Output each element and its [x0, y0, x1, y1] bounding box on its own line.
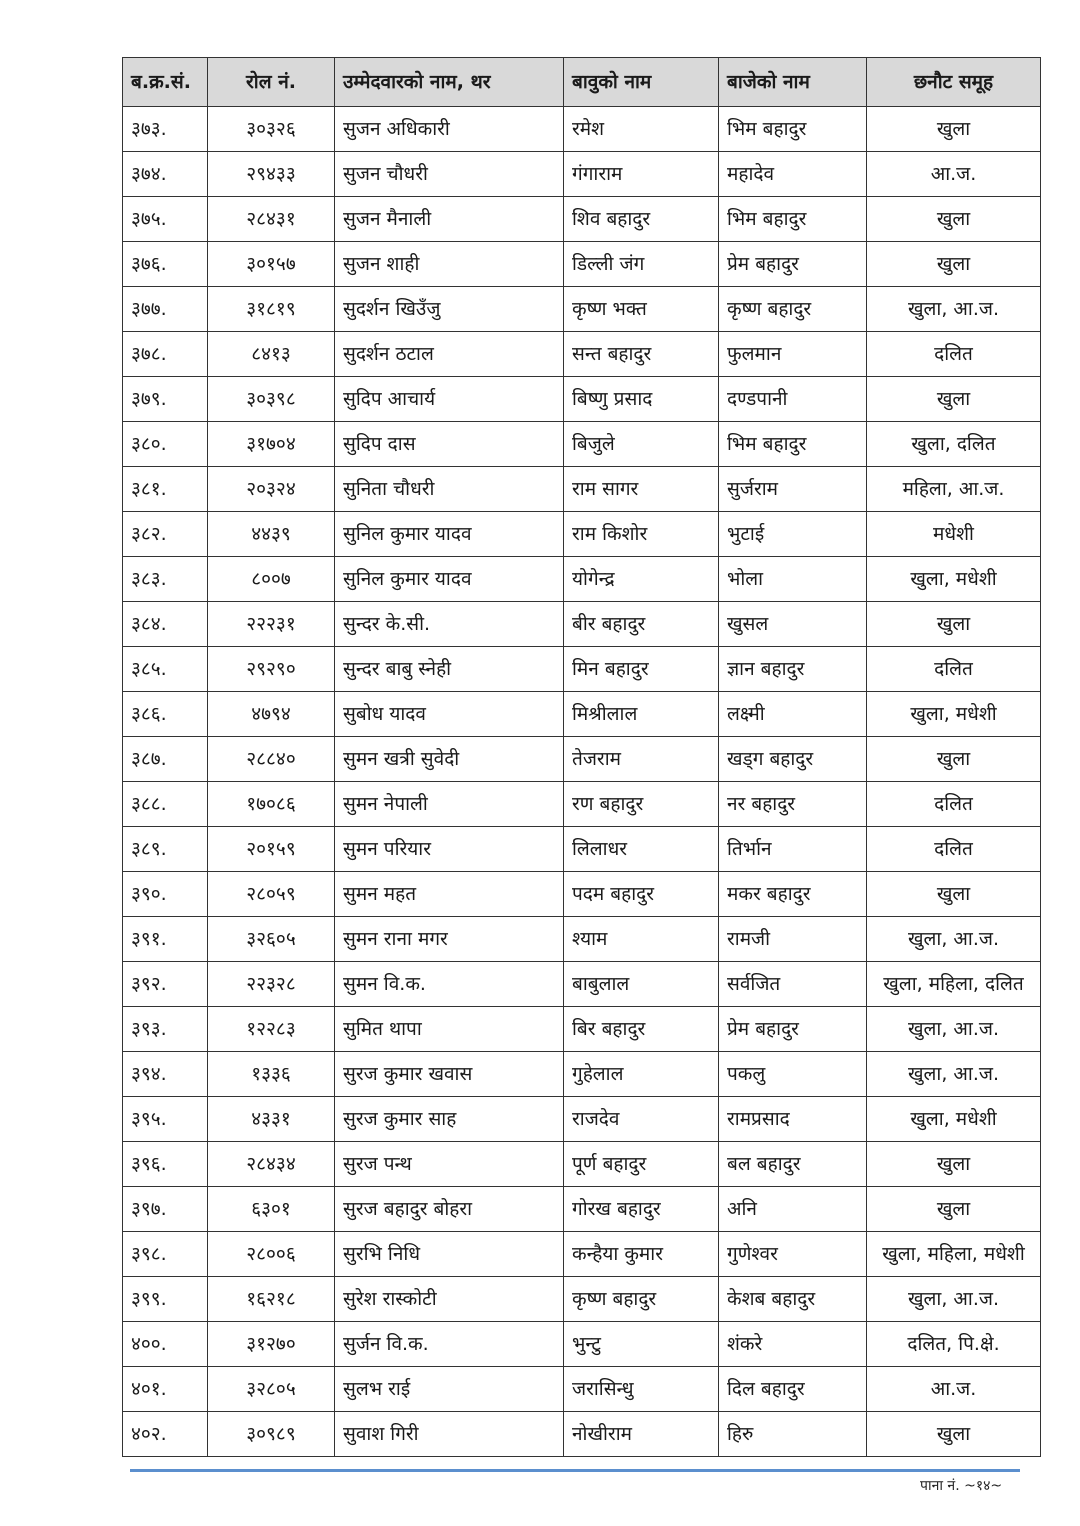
- cell-candidate-name: सुर्जन वि.क.: [335, 1322, 564, 1367]
- table-header: [123, 58, 1041, 107]
- cell-selection-group: खुला: [867, 1142, 1041, 1187]
- cell-candidate-name: सुरेश रास्कोटी: [335, 1277, 564, 1322]
- cell-father-name: गुहेलाल: [564, 1052, 719, 1097]
- cell-serial-number: ३९४.: [123, 1052, 208, 1097]
- cell-grandfather-name: महादेव: [719, 152, 867, 197]
- cell-grandfather-name: तिर्भान: [719, 827, 867, 872]
- cell-father-name: बिजुले: [564, 422, 719, 467]
- table-row: [123, 692, 1041, 737]
- cell-candidate-name: सुनिल कुमार यादव: [335, 557, 564, 602]
- candidate-list-sheet: [122, 57, 1040, 1457]
- cell-grandfather-name: सुर्जराम: [719, 467, 867, 512]
- cell-serial-number: ३९२.: [123, 962, 208, 1007]
- cell-roll-number: ३०९८९: [208, 1412, 335, 1457]
- cell-candidate-name: सुमन वि.क.: [335, 962, 564, 1007]
- table-row: [123, 512, 1041, 557]
- cell-serial-number: ३७७.: [123, 287, 208, 332]
- cell-grandfather-name: अनि: [719, 1187, 867, 1232]
- cell-selection-group: महिला, आ.ज.: [867, 467, 1041, 512]
- cell-serial-number: ३८७.: [123, 737, 208, 782]
- cell-candidate-name: सुजन मैनाली: [335, 197, 564, 242]
- cell-grandfather-name: प्रेम बहादुर: [719, 242, 867, 287]
- cell-selection-group: खुला, मधेशी: [867, 692, 1041, 737]
- header-candidate-name: उम्मेदवारको नाम, थर: [335, 58, 564, 107]
- table-row: [123, 962, 1041, 1007]
- cell-roll-number: ४७९४: [208, 692, 335, 737]
- cell-serial-number: ३९०.: [123, 872, 208, 917]
- cell-grandfather-name: दिल बहादुर: [719, 1367, 867, 1412]
- cell-selection-group: दलित, पि.क्षे.: [867, 1322, 1041, 1367]
- table-row: [123, 242, 1041, 287]
- cell-grandfather-name: मकर बहादुर: [719, 872, 867, 917]
- cell-father-name: बीर बहादुर: [564, 602, 719, 647]
- cell-grandfather-name: भिम बहादुर: [719, 422, 867, 467]
- header-grandfather-name: बाजेको नाम: [719, 58, 867, 107]
- table-row: [123, 827, 1041, 872]
- cell-roll-number: १७०८६: [208, 782, 335, 827]
- cell-roll-number: १३३६: [208, 1052, 335, 1097]
- cell-serial-number: ३८२.: [123, 512, 208, 557]
- table-row: [123, 1097, 1041, 1142]
- table-row: [123, 557, 1041, 602]
- cell-father-name: जरासिन्धु: [564, 1367, 719, 1412]
- cell-candidate-name: सुरभि निधि: [335, 1232, 564, 1277]
- cell-grandfather-name: भिम बहादुर: [719, 107, 867, 152]
- header-father-name: बावुको नाम: [564, 58, 719, 107]
- cell-serial-number: ३७४.: [123, 152, 208, 197]
- cell-candidate-name: सुन्दर बाबु स्नेही: [335, 647, 564, 692]
- cell-roll-number: २९४३३: [208, 152, 335, 197]
- table-row: [123, 1367, 1041, 1412]
- cell-serial-number: ३८१.: [123, 467, 208, 512]
- cell-selection-group: मधेशी: [867, 512, 1041, 557]
- cell-serial-number: ३८९.: [123, 827, 208, 872]
- cell-father-name: तेजराम: [564, 737, 719, 782]
- cell-candidate-name: सुदर्शन ठटाल: [335, 332, 564, 377]
- cell-serial-number: ३७३.: [123, 107, 208, 152]
- candidate-table: [122, 57, 1041, 1457]
- cell-selection-group: दलित: [867, 647, 1041, 692]
- cell-selection-group: खुला: [867, 602, 1041, 647]
- cell-father-name: बिर बहादुर: [564, 1007, 719, 1052]
- cell-father-name: राम किशोर: [564, 512, 719, 557]
- cell-father-name: पदम बहादुर: [564, 872, 719, 917]
- cell-roll-number: २९२९०: [208, 647, 335, 692]
- cell-grandfather-name: लक्ष्मी: [719, 692, 867, 737]
- cell-candidate-name: सुनिल कुमार यादव: [335, 512, 564, 557]
- cell-selection-group: खुला: [867, 377, 1041, 422]
- cell-grandfather-name: खुसल: [719, 602, 867, 647]
- page-number: पाना नं. ~१४~: [920, 1478, 1003, 1494]
- cell-candidate-name: सुदिप दास: [335, 422, 564, 467]
- cell-selection-group: खुला, महिला, दलित: [867, 962, 1041, 1007]
- cell-roll-number: ३०३९८: [208, 377, 335, 422]
- cell-roll-number: २८०५९: [208, 872, 335, 917]
- cell-serial-number: ३९९.: [123, 1277, 208, 1322]
- table-row: [123, 1187, 1041, 1232]
- cell-father-name: पूर्ण बहादुर: [564, 1142, 719, 1187]
- cell-selection-group: खुला, आ.ज.: [867, 287, 1041, 332]
- table-row: [123, 152, 1041, 197]
- cell-roll-number: २०३२४: [208, 467, 335, 512]
- cell-serial-number: ३९६.: [123, 1142, 208, 1187]
- cell-candidate-name: सुमन राना मगर: [335, 917, 564, 962]
- cell-candidate-name: सुजन शाही: [335, 242, 564, 287]
- cell-grandfather-name: शंकरे: [719, 1322, 867, 1367]
- cell-selection-group: खुला, आ.ज.: [867, 1277, 1041, 1322]
- table-body: [123, 107, 1041, 1457]
- cell-selection-group: दलित: [867, 827, 1041, 872]
- cell-roll-number: २२३२८: [208, 962, 335, 1007]
- cell-father-name: कृष्ण भक्त: [564, 287, 719, 332]
- cell-father-name: बिष्णु प्रसाद: [564, 377, 719, 422]
- table-row: [123, 1007, 1041, 1052]
- cell-candidate-name: सुलभ राई: [335, 1367, 564, 1412]
- table-row: [123, 782, 1041, 827]
- cell-serial-number: ४०२.: [123, 1412, 208, 1457]
- cell-father-name: राम सागर: [564, 467, 719, 512]
- cell-grandfather-name: बल बहादुर: [719, 1142, 867, 1187]
- cell-candidate-name: सुरज बहादुर बोहरा: [335, 1187, 564, 1232]
- cell-selection-group: खुला, आ.ज.: [867, 1052, 1041, 1097]
- cell-candidate-name: सुरज कुमार साह: [335, 1097, 564, 1142]
- cell-roll-number: ३२८०५: [208, 1367, 335, 1412]
- cell-father-name: शिव बहादुर: [564, 197, 719, 242]
- cell-candidate-name: सुन्दर के.सी.: [335, 602, 564, 647]
- cell-selection-group: आ.ज.: [867, 1367, 1041, 1412]
- cell-selection-group: खुला, आ.ज.: [867, 917, 1041, 962]
- cell-roll-number: २२२३१: [208, 602, 335, 647]
- cell-grandfather-name: खड्ग बहादुर: [719, 737, 867, 782]
- header-row: [123, 58, 1041, 107]
- cell-grandfather-name: रामजी: [719, 917, 867, 962]
- cell-selection-group: खुला: [867, 107, 1041, 152]
- cell-selection-group: आ.ज.: [867, 152, 1041, 197]
- cell-father-name: योगेन्द्र: [564, 557, 719, 602]
- table-row: [123, 647, 1041, 692]
- cell-father-name: रण बहादुर: [564, 782, 719, 827]
- cell-father-name: बाबुलाल: [564, 962, 719, 1007]
- cell-serial-number: ३९८.: [123, 1232, 208, 1277]
- cell-father-name: कन्हैया कुमार: [564, 1232, 719, 1277]
- cell-roll-number: १२२८३: [208, 1007, 335, 1052]
- table-row: [123, 1412, 1041, 1457]
- cell-roll-number: १६२१८: [208, 1277, 335, 1322]
- footer-rule: [130, 1469, 1020, 1472]
- cell-serial-number: ४०१.: [123, 1367, 208, 1412]
- cell-selection-group: खुला: [867, 242, 1041, 287]
- cell-serial-number: ३९७.: [123, 1187, 208, 1232]
- cell-selection-group: खुला, मधेशी: [867, 1097, 1041, 1142]
- cell-serial-number: ३८३.: [123, 557, 208, 602]
- table-row: [123, 377, 1041, 422]
- cell-roll-number: ३१२७०: [208, 1322, 335, 1367]
- cell-father-name: मिन बहादुर: [564, 647, 719, 692]
- cell-father-name: डिल्ली जंग: [564, 242, 719, 287]
- cell-roll-number: ८००७: [208, 557, 335, 602]
- cell-grandfather-name: केशब बहादुर: [719, 1277, 867, 1322]
- cell-candidate-name: सुबोध यादव: [335, 692, 564, 737]
- cell-candidate-name: सुनिता चौधरी: [335, 467, 564, 512]
- cell-selection-group: खुला, आ.ज.: [867, 1007, 1041, 1052]
- cell-candidate-name: सुमन नेपाली: [335, 782, 564, 827]
- cell-grandfather-name: हिरु: [719, 1412, 867, 1457]
- cell-selection-group: खुला, महिला, मधेशी: [867, 1232, 1041, 1277]
- cell-father-name: राजदेव: [564, 1097, 719, 1142]
- cell-candidate-name: सुजन चौधरी: [335, 152, 564, 197]
- cell-candidate-name: सुवाश गिरी: [335, 1412, 564, 1457]
- cell-serial-number: ३८४.: [123, 602, 208, 647]
- cell-father-name: मिश्रीलाल: [564, 692, 719, 737]
- cell-grandfather-name: सर्वजित: [719, 962, 867, 1007]
- cell-grandfather-name: नर बहादुर: [719, 782, 867, 827]
- cell-candidate-name: सुरज पन्थ: [335, 1142, 564, 1187]
- cell-grandfather-name: ज्ञान बहादुर: [719, 647, 867, 692]
- cell-roll-number: ६३०१: [208, 1187, 335, 1232]
- cell-father-name: श्याम: [564, 917, 719, 962]
- cell-candidate-name: सुदिप आचार्य: [335, 377, 564, 422]
- cell-roll-number: २८००६: [208, 1232, 335, 1277]
- table-row: [123, 107, 1041, 152]
- cell-roll-number: ३२६०५: [208, 917, 335, 962]
- header-serial-number: ब.क्र.सं.: [123, 58, 208, 107]
- cell-serial-number: ३९१.: [123, 917, 208, 962]
- cell-serial-number: ३७५.: [123, 197, 208, 242]
- cell-serial-number: ४००.: [123, 1322, 208, 1367]
- cell-grandfather-name: प्रेम बहादुर: [719, 1007, 867, 1052]
- cell-candidate-name: सुमन महत: [335, 872, 564, 917]
- cell-selection-group: खुला: [867, 1187, 1041, 1232]
- cell-serial-number: ३९३.: [123, 1007, 208, 1052]
- table-row: [123, 1142, 1041, 1187]
- table-row: [123, 1052, 1041, 1097]
- table-row: [123, 287, 1041, 332]
- cell-selection-group: खुला, मधेशी: [867, 557, 1041, 602]
- cell-roll-number: ३१८१९: [208, 287, 335, 332]
- cell-grandfather-name: कृष्ण बहादुर: [719, 287, 867, 332]
- cell-grandfather-name: रामप्रसाद: [719, 1097, 867, 1142]
- table-row: [123, 1322, 1041, 1367]
- table-row: [123, 872, 1041, 917]
- cell-roll-number: ८४१३: [208, 332, 335, 377]
- table-row: [123, 422, 1041, 467]
- cell-grandfather-name: भुटाई: [719, 512, 867, 557]
- cell-candidate-name: सुमित थापा: [335, 1007, 564, 1052]
- cell-father-name: रमेश: [564, 107, 719, 152]
- table-row: [123, 332, 1041, 377]
- cell-serial-number: ३७९.: [123, 377, 208, 422]
- cell-roll-number: ३०३२६: [208, 107, 335, 152]
- cell-grandfather-name: पकलु: [719, 1052, 867, 1097]
- cell-grandfather-name: भोला: [719, 557, 867, 602]
- cell-roll-number: २८४३१: [208, 197, 335, 242]
- table-row: [123, 1232, 1041, 1277]
- cell-father-name: कृष्ण बहादुर: [564, 1277, 719, 1322]
- cell-father-name: भुन्टु: [564, 1322, 719, 1367]
- cell-serial-number: ३८८.: [123, 782, 208, 827]
- cell-roll-number: २८४३४: [208, 1142, 335, 1187]
- cell-candidate-name: सुमन खत्री सुवेदी: [335, 737, 564, 782]
- cell-roll-number: ४३३१: [208, 1097, 335, 1142]
- cell-father-name: गोरख बहादुर: [564, 1187, 719, 1232]
- cell-father-name: लिलाधर: [564, 827, 719, 872]
- cell-selection-group: खुला: [867, 197, 1041, 242]
- cell-candidate-name: सुरज कुमार खवास: [335, 1052, 564, 1097]
- cell-selection-group: खुला: [867, 1412, 1041, 1457]
- cell-serial-number: ३९५.: [123, 1097, 208, 1142]
- cell-candidate-name: सुदर्शन खिउँजु: [335, 287, 564, 332]
- cell-selection-group: खुला: [867, 872, 1041, 917]
- cell-grandfather-name: भिम बहादुर: [719, 197, 867, 242]
- cell-candidate-name: सुमन परियार: [335, 827, 564, 872]
- header-roll-number: रोल नं.: [208, 58, 335, 107]
- cell-grandfather-name: गुणेश्वर: [719, 1232, 867, 1277]
- cell-father-name: गंगाराम: [564, 152, 719, 197]
- cell-serial-number: ३८६.: [123, 692, 208, 737]
- cell-selection-group: दलित: [867, 332, 1041, 377]
- cell-serial-number: ३८५.: [123, 647, 208, 692]
- cell-roll-number: ४४३९: [208, 512, 335, 557]
- table-row: [123, 602, 1041, 647]
- cell-selection-group: खुला, दलित: [867, 422, 1041, 467]
- cell-serial-number: ३८०.: [123, 422, 208, 467]
- cell-roll-number: २०१५९: [208, 827, 335, 872]
- table-row: [123, 917, 1041, 962]
- cell-serial-number: ३७६.: [123, 242, 208, 287]
- cell-grandfather-name: दण्डपानी: [719, 377, 867, 422]
- table-row: [123, 737, 1041, 782]
- table-row: [123, 467, 1041, 512]
- header-selection-group: छनौट समूह: [867, 58, 1041, 107]
- cell-father-name: नोखीराम: [564, 1412, 719, 1457]
- cell-roll-number: ३०१५७: [208, 242, 335, 287]
- cell-selection-group: खुला: [867, 737, 1041, 782]
- cell-father-name: सन्त बहादुर: [564, 332, 719, 377]
- cell-grandfather-name: फुलमान: [719, 332, 867, 377]
- table-row: [123, 197, 1041, 242]
- cell-roll-number: २८८४०: [208, 737, 335, 782]
- cell-serial-number: ३७८.: [123, 332, 208, 377]
- cell-roll-number: ३१७०४: [208, 422, 335, 467]
- cell-selection-group: दलित: [867, 782, 1041, 827]
- cell-candidate-name: सुजन अधिकारी: [335, 107, 564, 152]
- table-row: [123, 1277, 1041, 1322]
